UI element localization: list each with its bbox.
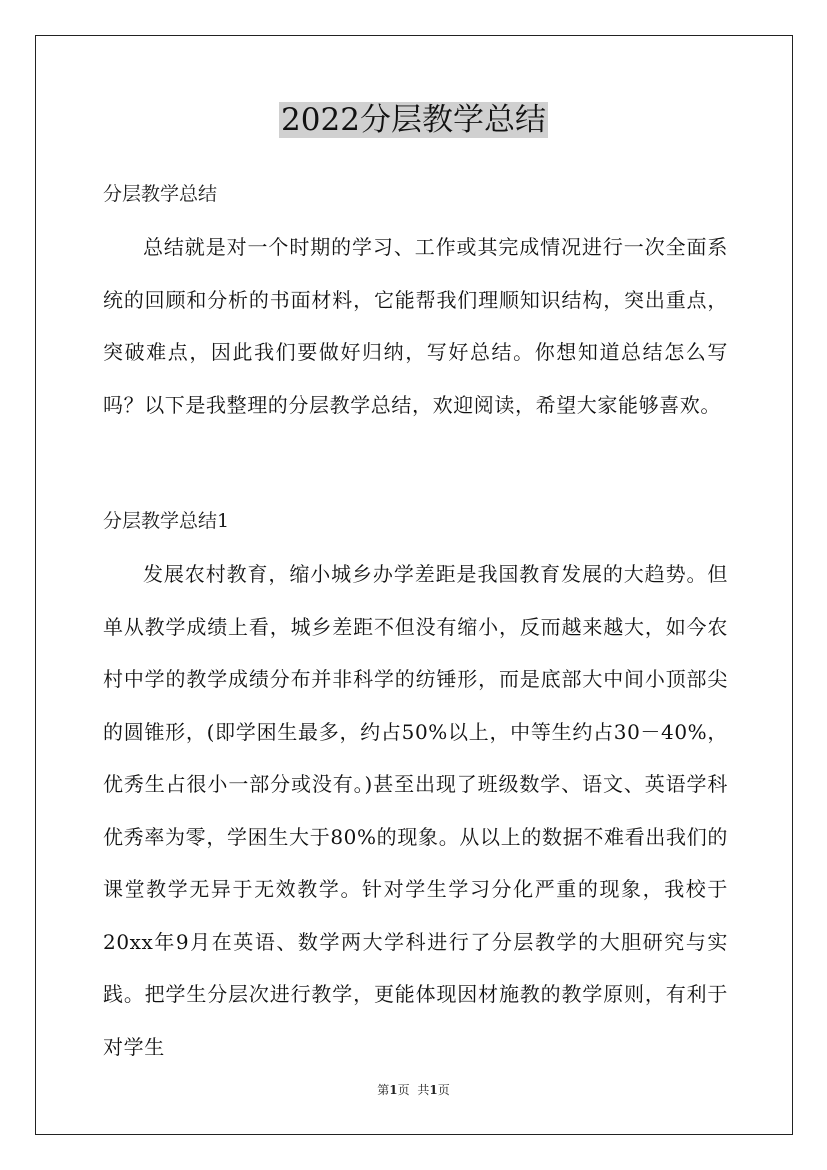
footer-page-number: 1 xyxy=(389,1083,398,1097)
intro-heading: 分层教学总结 xyxy=(103,183,218,205)
footer-total-pages: 1 xyxy=(429,1083,438,1097)
intro-paragraph: 总结就是对一个时期的学习、工作或其完成情况进行一次全面系统的回顾和分析的书面材料，它能帮我们理顺知识结构，突出重点，突破难点，因此我们要做好归纳，写好总结。你想知道总结怎么写吗？以下是我整理的分层教学总结，欢迎阅读，希望大家能够喜欢。 xyxy=(103,235,728,417)
page-footer xyxy=(0,1082,827,1098)
footer-prefix: 第 xyxy=(377,1083,390,1097)
footer-page-unit: 页 xyxy=(397,1083,410,1097)
footer-total-unit: 页 xyxy=(437,1083,450,1097)
document-title xyxy=(0,98,827,142)
section-1-paragraph: 发展农村教育，缩小城乡办学差距是我国教育发展的大趋势。但单从教学成绩上看，城乡差距不但没有缩小，反而越来越大，如今农村中学的教学成绩分布并非科学的纺锤形，而是底部大中间小顶部尖的圆锥形，(即学困生最多，约占50%以上，中等生约占30－40%，优秀生占很小一部分或没有。)甚至出现了班级数学、语文、英语学科优秀率为零，学困生大于80%的现象。从以上的数据不难看出我们的课堂教学无异于无效教学。针对学生学习分化严重的现象，我校于20xx年9月在英语、数学两大学科进行了分层教学的大胆研究与实践。把学生分层次进行教学，更能体现因材施教的教学原则，有利于对学生 xyxy=(103,562,728,1059)
section-1-heading: 分层教学总结1 xyxy=(103,510,230,532)
footer-total-prefix: 共 xyxy=(417,1083,430,1097)
document-title-text: 2022分层教学总结 xyxy=(281,102,546,138)
